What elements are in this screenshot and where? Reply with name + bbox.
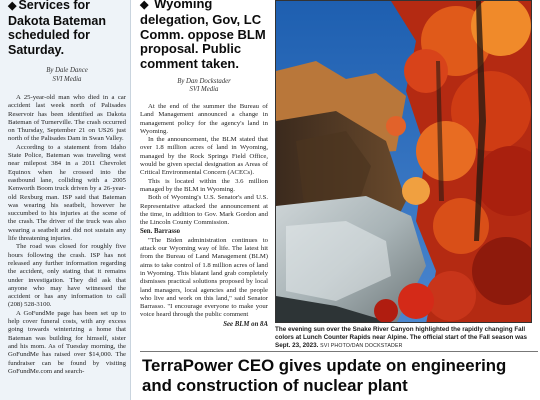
mid-paragraph: "The Biden administration continues to attack our Wyoming way of life. The latest hit from the Bureau of Land Management (BLM) aims to take control of 1.8 million acres of land in Wyoming. This blatant land grab completely dismisses practical solutions proposed by local land managers, local agencies and the people who live and work on this land," said Senator Barrasso. "I encourage everyone to make your voice heard through the public comment <box>140 236 268 319</box>
left-headline-line-4: Saturday. <box>8 42 65 57</box>
left-byline <box>8 67 126 84</box>
mid-headline-line-5: comment taken. <box>140 56 239 72</box>
mid-paragraph: This is located within the 3.6 million managed by the BLM in Wyoming. <box>140 177 268 193</box>
middle-column <box>140 0 268 350</box>
section-divider <box>140 351 538 352</box>
mid-byline-org: SVI Media <box>189 86 219 94</box>
left-column <box>0 0 131 400</box>
bottom-headline-line-2: and construction of nuclear plant <box>142 376 408 395</box>
mid-headline-line-3: Comm. oppose BLM <box>140 26 266 42</box>
mid-byline-author: By Dan Dockstader <box>177 77 231 85</box>
mid-paragraph: At the end of the summer the Bureau of Land Management announced a change in management policy for the agency's land in Wyoming. <box>140 102 268 135</box>
diamond-bullet-icon: ◆ <box>140 0 149 11</box>
mid-headline-line-4: proposal. Public <box>140 41 242 57</box>
mid-paragraph: In the announcement, the BLM stated that over 1.8 million acres of land in Wyoming, managed by the Rock Springs Field Office, would be given special designation as Areas of Critical Environmental Concern (ACECs). <box>140 136 268 177</box>
mid-byline <box>140 78 268 95</box>
left-headline-line-2: Dakota Bateman <box>8 13 106 28</box>
left-byline-org: SVI Media <box>52 75 82 83</box>
mid-paragraph: Both of Wyoming's U.S. Senator's and U.S. Representative attacked the announcement at the time, in addition to Gov. Mark Gordon and the Lincoln County Commission. <box>140 194 268 227</box>
left-byline-author: By Dale Dance <box>46 67 88 74</box>
left-paragraph: A 25-year-old man who died in a car accident last week north of Palisades Reservoir has been identified as Dakota Bateman of Turnerville. The crash occurred on Thursday, September 21 on US26 just north of the Palisades Dam in Swan Valley. <box>8 94 126 143</box>
left-article-body <box>8 94 126 376</box>
photo-caption <box>275 326 535 350</box>
photo-caption-text: The evening sun over the Snake River Canyon highlighted the rapidly changing Fall colors at Lunch Counter Rapids near Alpine. The official start of the Fall season was Sept. 23, 2023. <box>275 326 528 349</box>
mid-headline <box>140 0 268 72</box>
mid-article-body <box>140 103 268 329</box>
left-paragraph: A GoFundMe page has been set up to help cover funeral costs, with any excess going towards winterizing a home that Bateman was building for himself, sister and his mom. As of Tuesday morning, the GoFundMe has raised over $14,000. The fundraiser can be found by visiting GoFundMe.com and search- <box>8 309 126 375</box>
left-headline <box>8 0 126 57</box>
mid-subhead: Sen. Barrasso <box>140 228 181 236</box>
left-headline-line-3: scheduled for <box>8 28 90 42</box>
diamond-bullet-icon: ◆ <box>8 0 17 12</box>
left-paragraph: According to a statement from Idaho State Police, Bateman was traveling west near milepost 384 in a 2011 Chevrolet Equinox when he crossed into the eastbound lane, colliding with a 2005 Kenworth Boom truck driven by a 26-year-old Rexburg man. ISP said that Bateman was wearing his seatbelt, however he succumbed to his injuries at the scene of the crash. The driver of the truck was also wearing a seatbelt and did not sustain any life threatening injuries. <box>8 143 126 243</box>
mid-headline-line-1: Wyoming <box>154 0 213 11</box>
fall-colors-photo <box>275 0 532 323</box>
jump-link[interactable]: See BLM on 8A <box>223 320 268 328</box>
photo-credit: SVI PHOTO/DAN DOCKSTADER <box>320 343 403 349</box>
left-headline-line-1: Services for <box>18 0 91 12</box>
bottom-headline <box>142 356 537 396</box>
bottom-headline-line-1: TerraPower CEO gives update on engineering <box>142 356 507 375</box>
canyon-photo-illustration <box>276 1 532 323</box>
left-paragraph: The road was closed for roughly five hours following the crash. ISP has not released any further information regarding the accident, only stating that it remains under investigation. They did ask that anyone who may have witnessed the accident or has any information to call (208) 528-3100. <box>8 243 126 309</box>
mid-headline-line-2: delegation, Gov, LC <box>140 11 262 27</box>
